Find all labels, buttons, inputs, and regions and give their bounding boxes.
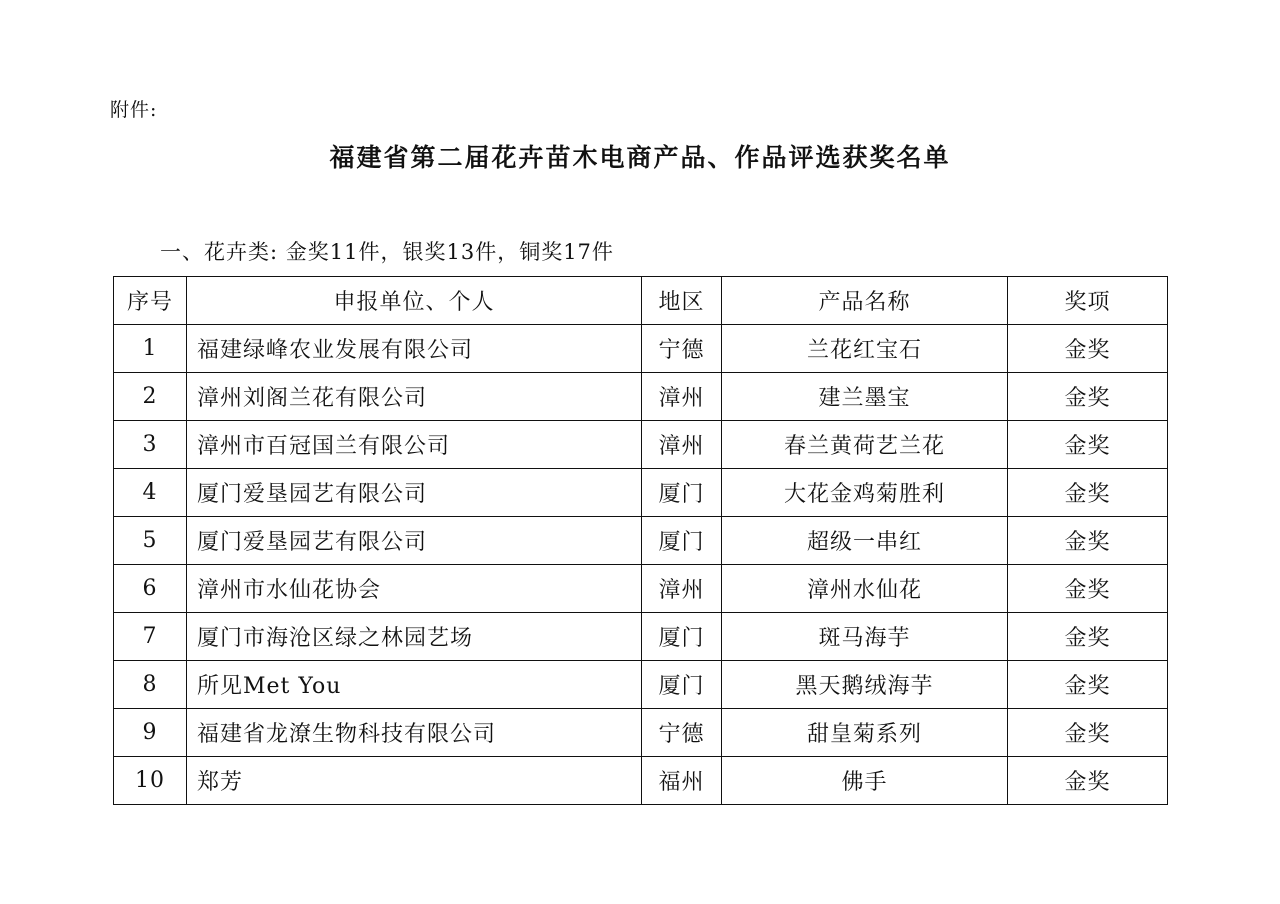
header-applicant: 申报单位、个人 [187,277,642,325]
table-row [114,613,1168,661]
cell-award: 金奖 [1008,613,1168,661]
cell-applicant: 福建省龙潦生物科技有限公司 [187,709,642,757]
cell-serial-number: 8 [114,661,187,709]
cell-award: 金奖 [1008,517,1168,565]
table-row [114,661,1168,709]
cell-product-name: 佛手 [722,757,1008,805]
cell-region: 宁德 [642,325,722,373]
section-heading: 一、花卉类: 金奖11件，银奖13件，铜奖17件 [160,240,614,264]
cell-product-name: 春兰黄荷艺兰花 [722,421,1008,469]
cell-award: 金奖 [1008,325,1168,373]
cell-serial-number: 6 [114,565,187,613]
cell-product-name: 斑马海芋 [722,613,1008,661]
cell-award: 金奖 [1008,421,1168,469]
cell-serial-number: 10 [114,757,187,805]
cell-region: 漳州 [642,421,722,469]
cell-region: 宁德 [642,709,722,757]
table-row [114,565,1168,613]
cell-serial-number: 4 [114,469,187,517]
table-header-row [114,277,1168,325]
table-row [114,517,1168,565]
cell-region: 厦门 [642,469,722,517]
table-row [114,373,1168,421]
header-region: 地区 [642,277,722,325]
cell-award: 金奖 [1008,565,1168,613]
cell-region: 漳州 [642,373,722,421]
cell-serial-number: 2 [114,373,187,421]
cell-product-name: 甜皇菊系列 [722,709,1008,757]
cell-applicant: 福建绿峰农业发展有限公司 [187,325,642,373]
table-row [114,757,1168,805]
cell-region: 厦门 [642,517,722,565]
cell-product-name: 漳州水仙花 [722,565,1008,613]
header-product-name: 产品名称 [722,277,1008,325]
cell-award: 金奖 [1008,469,1168,517]
awards-table [113,276,1168,805]
cell-region: 福州 [642,757,722,805]
cell-applicant: 厦门市海沧区绿之林园艺场 [187,613,642,661]
cell-applicant: 郑芳 [187,757,642,805]
cell-serial-number: 7 [114,613,187,661]
header-serial-number: 序号 [114,277,187,325]
cell-serial-number: 1 [114,325,187,373]
cell-applicant: 厦门爱垦园艺有限公司 [187,517,642,565]
cell-product-name: 大花金鸡菊胜利 [722,469,1008,517]
cell-product-name: 黑天鹅绒海芋 [722,661,1008,709]
cell-serial-number: 3 [114,421,187,469]
cell-region: 厦门 [642,613,722,661]
table-row [114,421,1168,469]
cell-serial-number: 9 [114,709,187,757]
cell-serial-number: 5 [114,517,187,565]
cell-applicant: 厦门爱垦园艺有限公司 [187,469,642,517]
cell-applicant: 漳州市水仙花协会 [187,565,642,613]
cell-applicant: 漳州市百冠国兰有限公司 [187,421,642,469]
header-award: 奖项 [1008,277,1168,325]
cell-applicant: 漳州刘阁兰花有限公司 [187,373,642,421]
cell-product-name: 建兰墨宝 [722,373,1008,421]
cell-award: 金奖 [1008,709,1168,757]
table-row [114,469,1168,517]
table-row [114,325,1168,373]
document-title: 福建省第二届花卉苗木电商产品、作品评选获奖名单 [329,143,951,172]
cell-region: 漳州 [642,565,722,613]
cell-award: 金奖 [1008,661,1168,709]
table-row [114,709,1168,757]
cell-region: 厦门 [642,661,722,709]
cell-applicant: 所见Met You [187,661,642,709]
cell-award: 金奖 [1008,373,1168,421]
cell-product-name: 超级一串红 [722,517,1008,565]
cell-product-name: 兰花红宝石 [722,325,1008,373]
cell-award: 金奖 [1008,757,1168,805]
attachment-label: 附件: [110,99,158,121]
